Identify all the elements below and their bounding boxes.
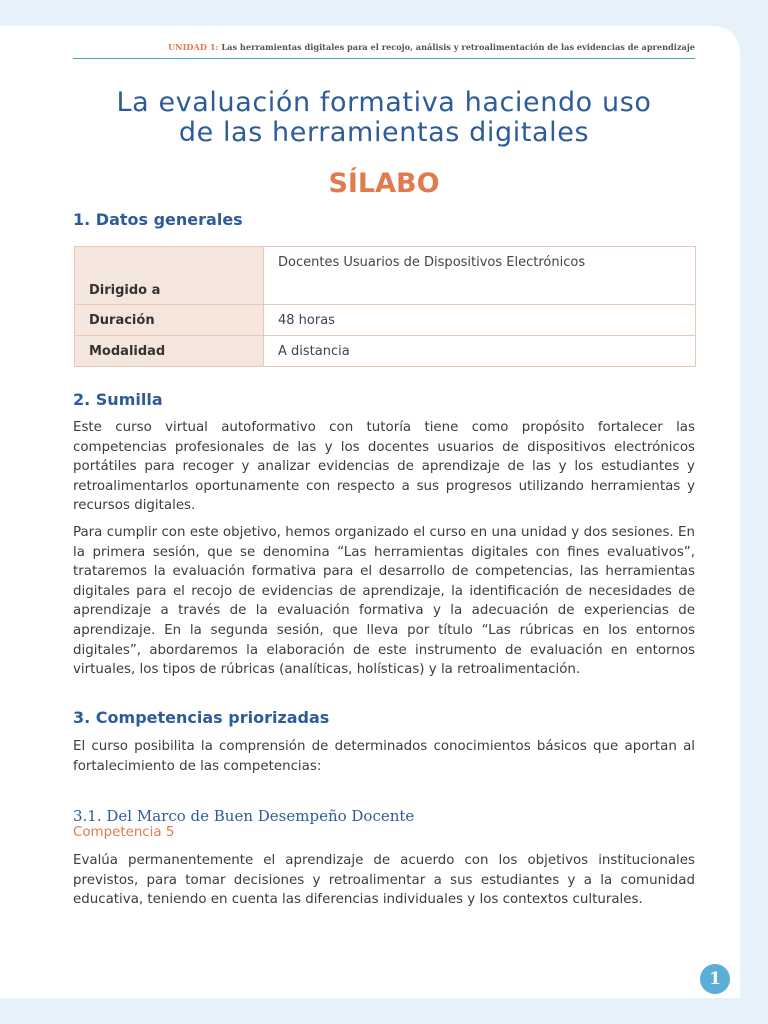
running-header <box>73 42 695 52</box>
title-line-2: de las herramientas digitales <box>178 117 590 148</box>
section-3-heading: 3. Competencias priorizadas <box>73 708 330 727</box>
competencias-paragraph: El curso posibilita la comprensión de determinados conocimientos básicos que aportan al fortalecimiento de las competencias: <box>73 739 695 774</box>
table-key: Duración <box>75 305 264 336</box>
sumilla-paragraph-2: Para cumplir con este objetivo, hemos organizado el curso en una unidad y dos sesiones. En la primera sesión, que se denomina “Las herramientas digitales con fines evaluativos”, trataremos la evaluación formativa para el desarrollo de competencias, las herramientas digitales para el recojo de evidencias de aprendizaje, la identificación de necesidades de aprendizaje a través de la evaluación formativa y la adecuación de experiencias de aprendizaje. En la segunda sesión, que lleva por título “Las rúbricas en los entornos digitales”, abordaremos la elaboración de este instrumento de evaluación en entornos virtuales, los tipos de rúbricas (analíticas, holísticas) y la retroalimentación. <box>73 525 695 678</box>
table-row <box>75 336 696 367</box>
table-key: Modalidad <box>75 336 264 367</box>
table-value: A distancia <box>264 336 696 367</box>
competencia-label: Competencia 5 <box>73 825 175 840</box>
section-2-heading: 2. Sumilla <box>73 390 163 409</box>
page-number-badge: 1 <box>700 964 730 994</box>
sumilla-paragraph-1: Este curso virtual autoformativo con tutoría tiene como propósito fortalecer las competencias profesionales de las y los docentes usuarios de dispositivos electrónicos portátiles para recoger y analizar evidencias de aprendizaje de las y los estudiantes y retroalimentarlos oportunamente con respecto a sus progresos utilizando herramientas y recursos digitales. <box>73 420 695 514</box>
table-row <box>75 247 696 305</box>
competencia-paragraph: Evalúa permanentemente el aprendizaje de acuerdo con los objetivos institucionales previstos, para tomar decisiones y retroalimentar a sus estudiantes y a la comunidad educativa, teniendo en cuenta las diferencias individuales y los contextos culturales. <box>73 853 695 908</box>
table-row <box>75 305 696 336</box>
document-title <box>60 88 708 148</box>
section-1-heading: 1. Datos generales <box>73 210 243 229</box>
silabo-heading: SÍLABO <box>328 168 440 199</box>
side-band <box>740 0 768 1024</box>
document-page <box>0 26 740 998</box>
general-data-table <box>74 246 696 367</box>
header-divider <box>73 58 695 59</box>
table-value: 48 horas <box>264 305 696 336</box>
header-unit-label: UNIDAD 1: <box>167 42 219 52</box>
title-line-1: La evaluación formativa haciendo uso <box>116 87 652 118</box>
header-unit-text: Las herramientas digitales para el recojo, análisis y retroalimentación de las evidencias de aprendizaje <box>221 42 695 52</box>
subsection-3-1-heading: 3.1. Del Marco de Buen Desempeño Docente <box>73 807 415 825</box>
table-key: Dirigido a <box>75 247 264 305</box>
table-value: Docentes Usuarios de Dispositivos Electrónicos <box>264 247 696 305</box>
